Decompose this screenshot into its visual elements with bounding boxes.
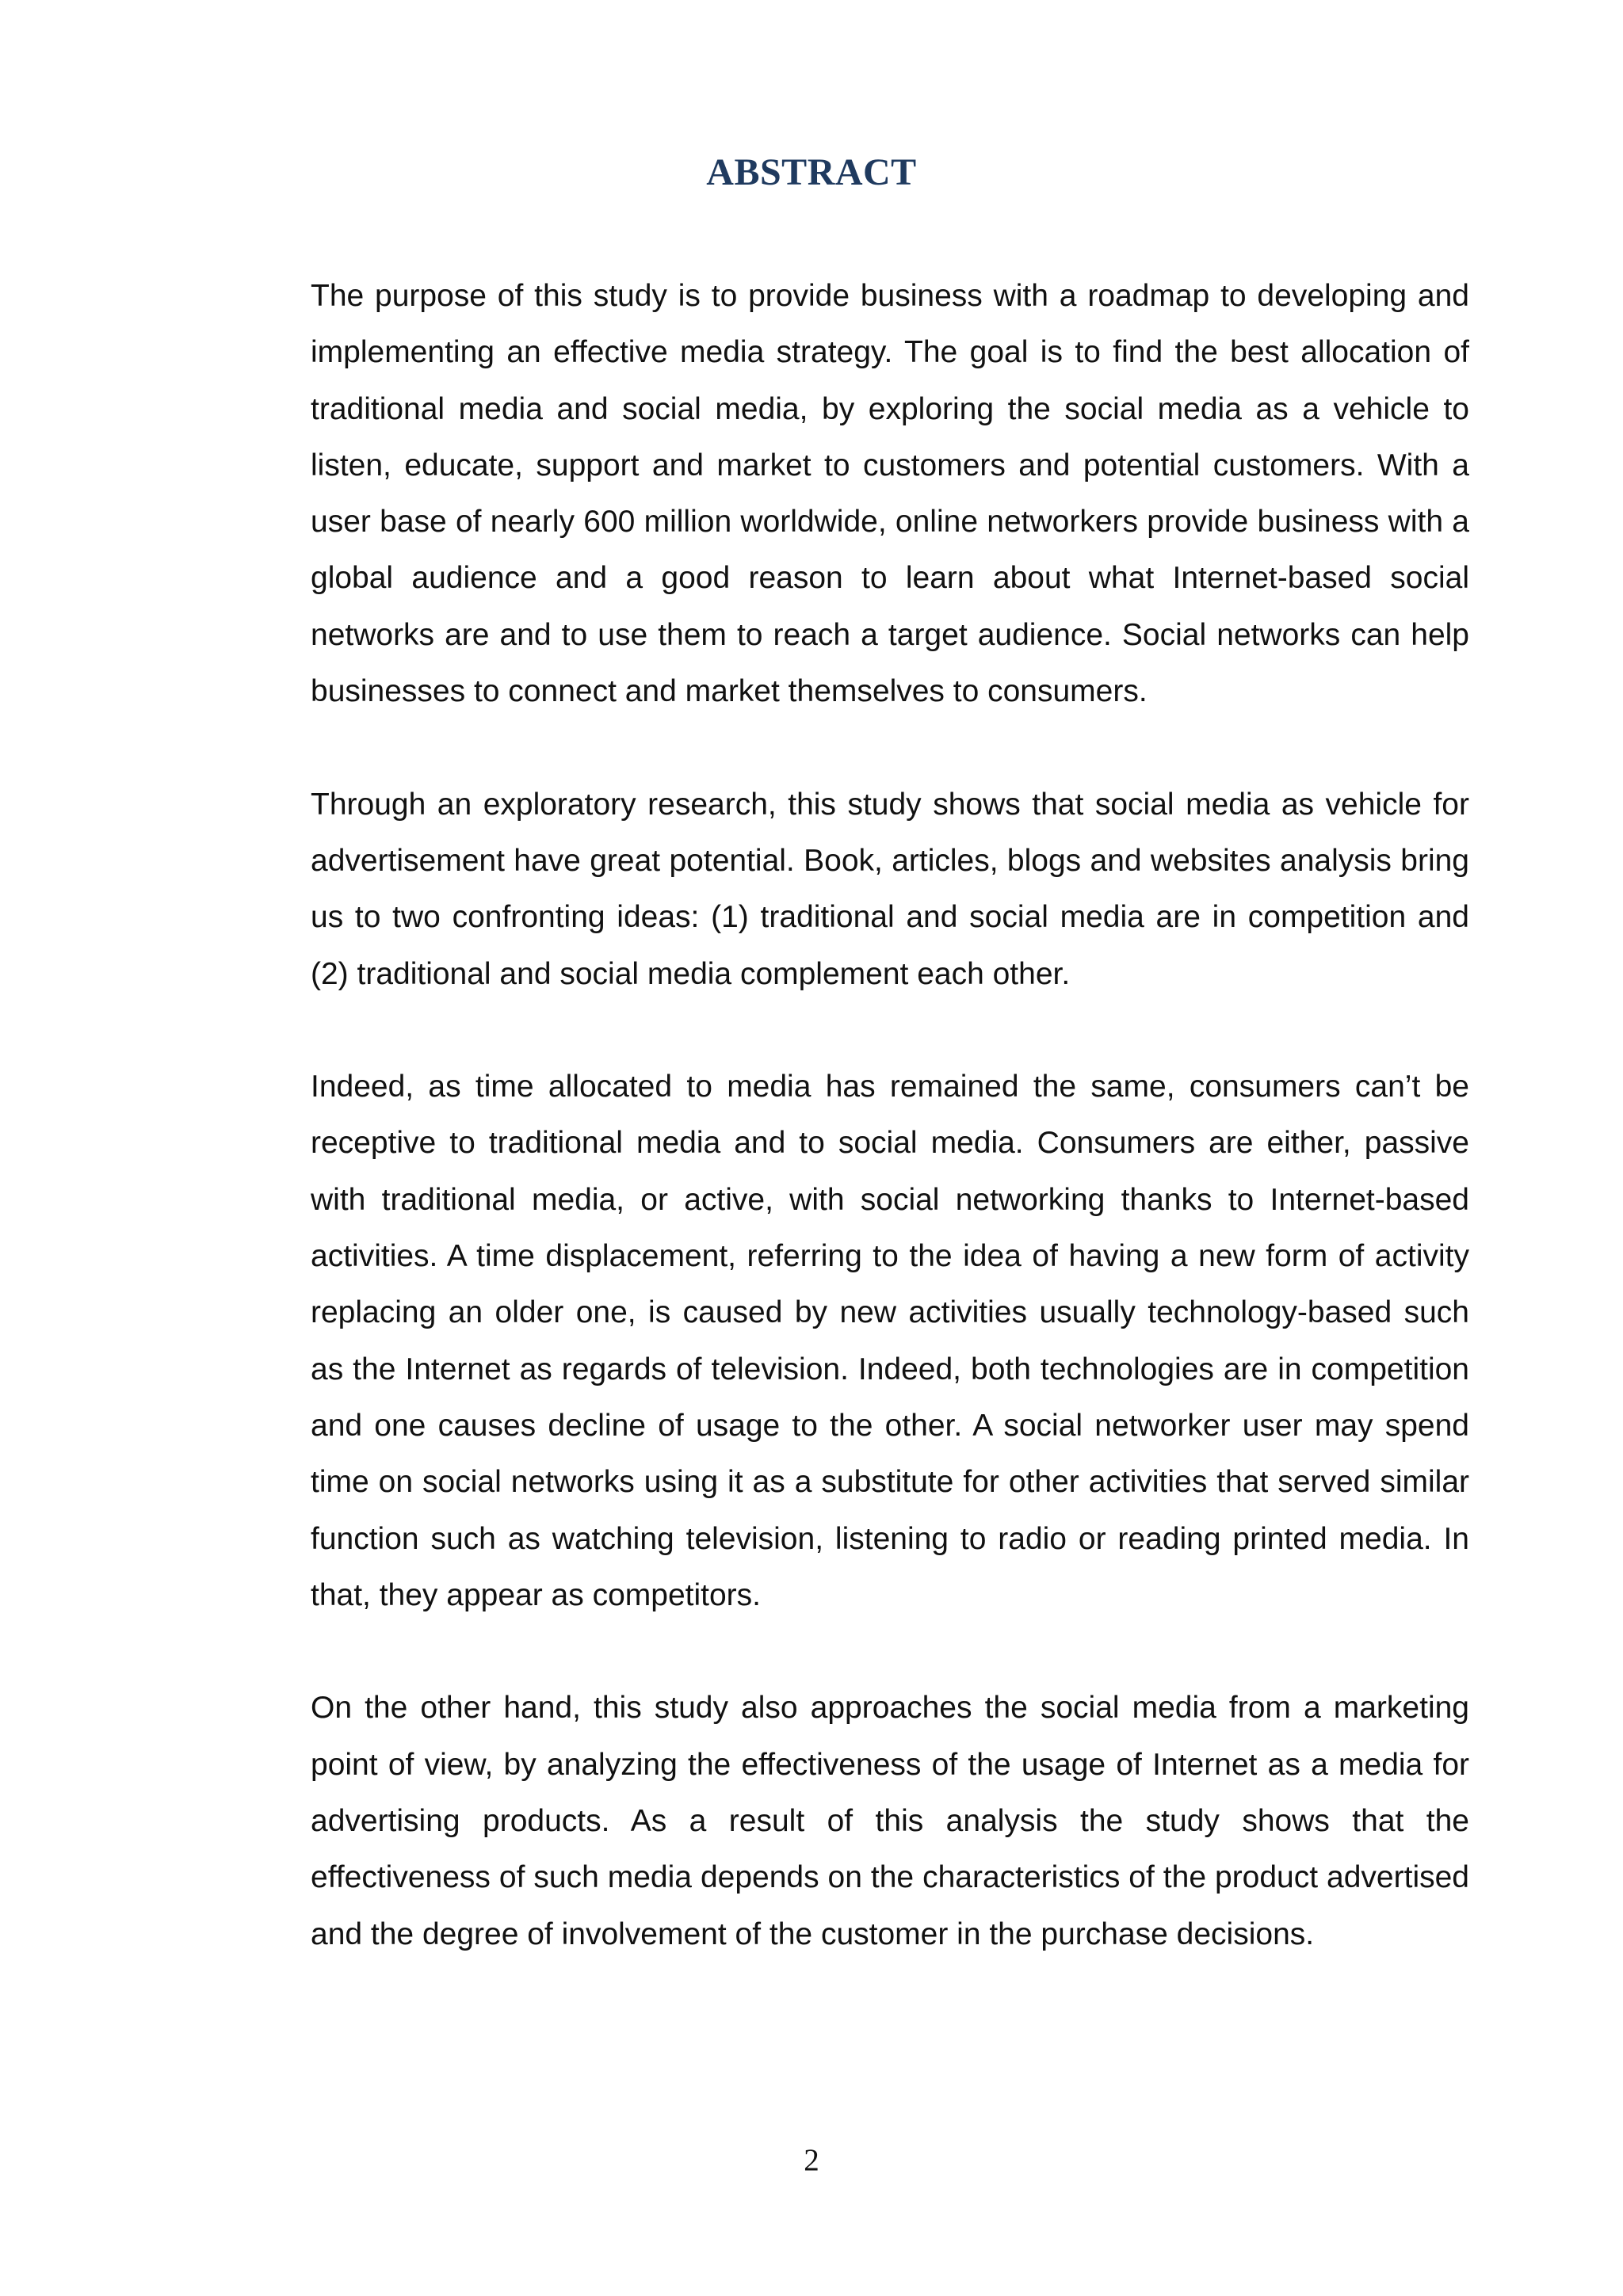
abstract-paragraph-2: Through an exploratory research, this study shows that social media as vehicle for advertisement have great potential. Book, articles, blogs and websites analysis bring us to two confronting ideas: (1) traditional and social media are in competition and (2) traditional and social media complement each other. (311, 787, 1469, 991)
abstract-heading: ABSTRACT (706, 151, 917, 193)
abstract-paragraph-4: On the other hand, this study also approaches the social media from a marketing point of view, by analyzing the effectiveness of the usage of Internet as a media for advertising products. As a result of this analysis the study shows that the effectiveness of such media depends on the characteristics of the product advertised and the degree of involvement of the customer in the purchase decisions. (311, 1691, 1469, 1951)
abstract-paragraph-1: The purpose of this study is to provide business with a roadmap to developing and implementing an effective media strategy. The goal is to find the best allocation of traditional media and social media, by exploring the social media as a vehicle to listen, educate, support and market to customers and potential customers. With a user base of nearly 600 million worldwide, online networkers provide business with a global audience and a good reason to learn about what Internet-based social networks are and to use them to reach a target audience. Social networks can help businesses to connect and market themselves to consumers. (311, 279, 1469, 709)
abstract-body (311, 268, 1469, 2019)
abstract-paragraph-3: Indeed, as time allocated to media has remained the same, consumers can’t be receptive to traditional media and to social media. Consumers are either, passive with traditional media, or active, with social networking thanks to Internet-based activities. A time displacement, referring to the idea of having a new form of activity replacing an older one, is caused by new activities usually technology-based such as the Internet as regards of television. Indeed, both technologies are in competition and one causes decline of usage to the other. A social networker user may spend time on social networks using it as a substitute for other activities that served similar function such as watching television, listening to radio or reading printed media. In that, they appear as competitors. (311, 1070, 1469, 1612)
page-number: 2 (804, 2143, 819, 2177)
